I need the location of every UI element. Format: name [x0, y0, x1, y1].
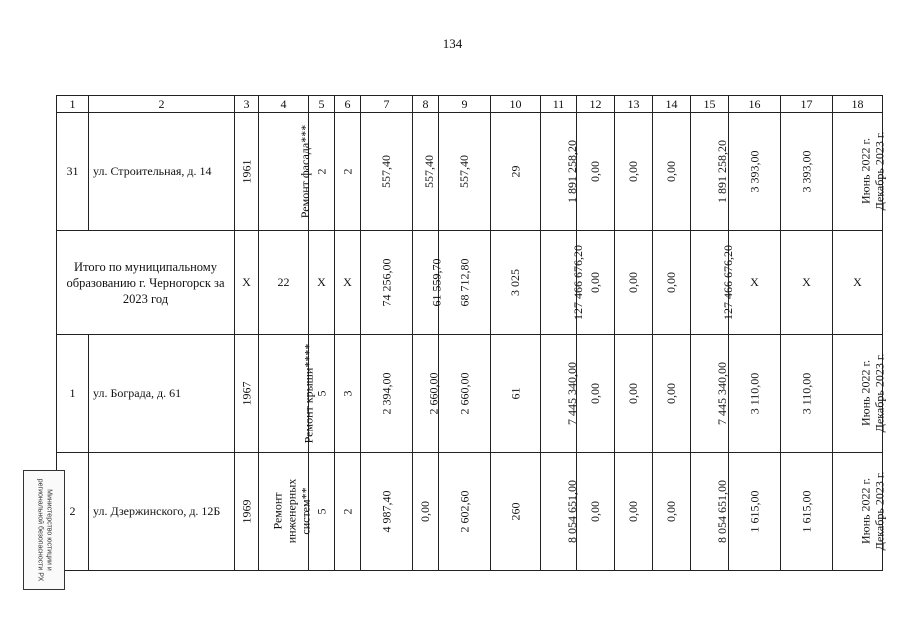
col-header: 6 [335, 96, 361, 113]
cell-c10: 260 [508, 502, 522, 521]
address: ул. Строительная, д. 14 [89, 113, 235, 231]
cell-c6: 2 [340, 168, 354, 175]
cell-c17: 3 110,00 [799, 372, 813, 415]
cell-c12: 0,00 [588, 383, 602, 404]
cell-c9: 68 712,80 [457, 258, 471, 307]
cell-c10: 3 025 [508, 269, 522, 296]
cell-c15: 8 054 651,00 [715, 480, 729, 543]
cell-c14: 0,00 [664, 161, 678, 182]
cell-c8: 557,40 [422, 155, 436, 188]
cell-c7: 557,40 [379, 155, 393, 188]
ministry-stamp [23, 470, 65, 590]
col-header: 3 [235, 96, 259, 113]
cell-c8: 61 559,70 [429, 258, 444, 307]
row-number: 2 [57, 453, 89, 571]
col-header: 9 [439, 96, 491, 113]
col-header: 2 [89, 96, 235, 113]
table-row [57, 113, 883, 231]
build-year: 1967 [239, 381, 254, 406]
cell-c9: 2 602,60 [457, 490, 471, 533]
cell-c5: 5 [314, 390, 328, 397]
row-number: 31 [57, 113, 89, 231]
col-header: 5 [309, 96, 335, 113]
cell-c16: 1 615,00 [747, 490, 761, 533]
cell-c14: 0,00 [664, 383, 678, 404]
cell-c13: 0,00 [626, 501, 640, 522]
cell-c12: 0,00 [588, 272, 602, 293]
cell-c11: 8 054 651,00 [565, 480, 579, 543]
cell-c5: 5 [314, 508, 328, 515]
cell-c16: 3 393,00 [747, 150, 761, 193]
col-header: 16 [729, 96, 781, 113]
period: X [833, 231, 883, 335]
cell-c6: 2 [340, 508, 354, 515]
table-row [57, 335, 883, 453]
period: Июнь 2022 г. Декабрь 2023 г. [858, 131, 887, 211]
row-number: 1 [57, 335, 89, 453]
cell-c15: 127 466 676,20 [721, 245, 735, 320]
work-type: Ремонт фасада*** [298, 124, 313, 219]
cell-c13: 0,00 [626, 383, 640, 404]
cell-c16: 3 110,00 [747, 372, 761, 415]
period: Июнь 2022 г. Декабрь 2023 г. [858, 471, 887, 551]
col-header: 17 [781, 96, 833, 113]
cell-c5: 2 [314, 168, 328, 175]
cell-c11: 127 466 676,20 [571, 245, 585, 320]
col-header: 13 [615, 96, 653, 113]
col-header: 7 [361, 96, 413, 113]
col-header: 11 [541, 96, 577, 113]
page-number: 134 [442, 36, 463, 51]
cell-c8: 0,00 [418, 501, 432, 522]
header-row [57, 96, 883, 113]
col-header: 18 [833, 96, 883, 113]
cell-c14: 0,00 [664, 272, 678, 293]
work-type: Ремонт крыши**** [301, 343, 316, 444]
period: Июнь 2022 г. Декабрь 2023 г. [858, 353, 887, 433]
cell-c15: 1 891 258,20 [715, 140, 729, 203]
col-header: 10 [491, 96, 541, 113]
total-row [57, 231, 883, 335]
col-header: 14 [653, 96, 691, 113]
cell-c6: 3 [340, 390, 354, 397]
cell-c17: X [781, 231, 833, 335]
cell-c9: 557,40 [457, 155, 471, 188]
build-year: X [235, 231, 259, 335]
cell-c10: 29 [508, 165, 522, 178]
table-row [57, 453, 883, 571]
cell-c17: 1 615,00 [799, 490, 813, 533]
capital-repair-table [56, 95, 887, 571]
work-count: 22 [259, 231, 309, 335]
cell-c12: 0,00 [588, 501, 602, 522]
cell-c16: X [729, 231, 781, 335]
cell-c11: 1 891 258,20 [565, 140, 579, 203]
cell-c5: X [309, 231, 335, 335]
cell-c15: 7 445 340,00 [715, 362, 729, 425]
cell-c6: X [335, 231, 361, 335]
address: ул. Бограда, д. 61 [89, 335, 235, 453]
cell-c17: 3 393,00 [799, 150, 813, 193]
col-header: 12 [577, 96, 615, 113]
build-year: 1961 [239, 159, 254, 184]
cell-c7: 4 987,40 [379, 490, 393, 533]
col-header: 15 [691, 96, 729, 113]
cell-c7: 2 394,00 [379, 372, 393, 415]
cell-c13: 0,00 [626, 272, 640, 293]
cell-c10: 61 [508, 387, 522, 400]
col-header: 4 [259, 96, 309, 113]
stamp-text: Министерство юстиции и региональной безопасности РХ [37, 478, 53, 582]
col-header: 8 [413, 96, 439, 113]
total-label: Итого по муниципальному образованию г. Черногорск за 2023 год [57, 231, 235, 335]
address: ул. Дзержинского, д. 12Б [89, 453, 235, 571]
cell-c11: 7 445 340,00 [565, 362, 579, 425]
cell-c12: 0,00 [588, 161, 602, 182]
cell-c14: 0,00 [664, 501, 678, 522]
build-year: 1969 [239, 499, 254, 524]
work-type: Ремонт инженерных систем** [270, 478, 313, 544]
cell-c13: 0,00 [626, 161, 640, 182]
cell-c7: 74 256,00 [379, 258, 393, 307]
cell-c8: 2 660,00 [426, 372, 441, 415]
cell-c9: 2 660,00 [457, 372, 471, 415]
col-header: 1 [57, 96, 89, 113]
